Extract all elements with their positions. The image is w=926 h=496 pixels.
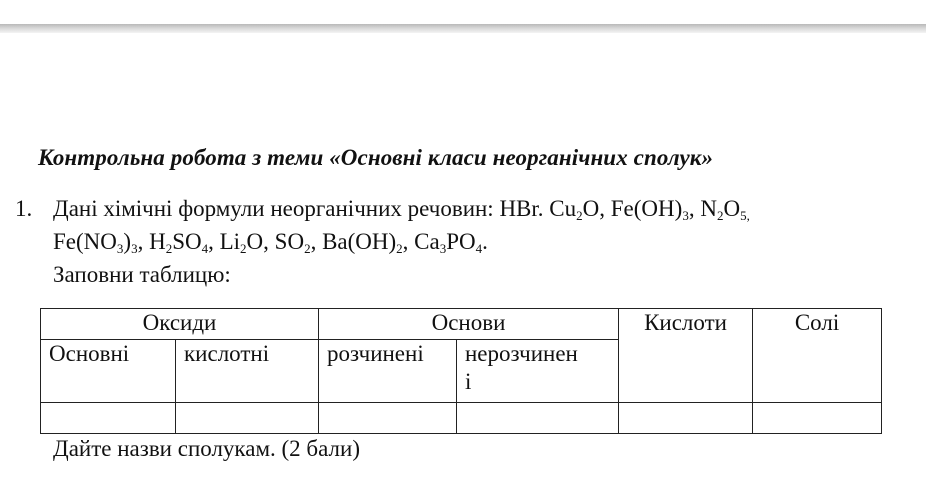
chemical-formula: $N_2O_{5,}$ bbox=[700, 196, 750, 223]
answer-cell-salts[interactable] bbox=[753, 403, 882, 434]
formula-separator: , bbox=[208, 229, 220, 254]
classification-table bbox=[40, 308, 882, 434]
formula-list-line-1 bbox=[549, 196, 750, 221]
worksheet-title: Контрольна робота з теми «Основні класи неорганічних сполук» bbox=[38, 145, 714, 170]
answer-cell-acids[interactable] bbox=[619, 403, 753, 434]
chemical-formula: $Ca_3PO_4$ bbox=[414, 229, 483, 256]
viewer-top-shadow bbox=[0, 24, 926, 33]
task-intro-text: Дані хімічні формули неорганічних речовин: HBr. bbox=[53, 196, 550, 221]
subheader-insoluble-bases bbox=[457, 340, 619, 403]
header-oxides: Оксиди bbox=[41, 309, 319, 340]
fill-instruction: Заповни таблицю: bbox=[53, 262, 231, 287]
subheader-acidic-oxides: кислотні bbox=[176, 340, 319, 403]
chemical-formula: $Fe(OH)_3$ bbox=[610, 196, 689, 223]
formula-list-line-2 bbox=[53, 229, 488, 254]
chemical-formula: $Li_2O$ bbox=[219, 229, 264, 256]
task-number: 1. bbox=[15, 196, 33, 221]
task-line-1 bbox=[53, 196, 750, 222]
answer-cell-basic-oxides[interactable] bbox=[41, 403, 176, 434]
answer-cell-soluble-bases[interactable] bbox=[319, 403, 457, 434]
answer-cell-acidic-oxides[interactable] bbox=[176, 403, 319, 434]
formula-separator: , bbox=[599, 196, 611, 221]
task-footer-instruction: Дайте назви сполукам. (2 бали) bbox=[53, 436, 360, 461]
header-salts: Солі bbox=[753, 309, 882, 403]
chemical-formula: $SO_2$ bbox=[274, 229, 311, 256]
formula-separator: . bbox=[482, 229, 488, 254]
viewer-top-band bbox=[0, 0, 926, 24]
insoluble-label-part-2: і bbox=[465, 369, 472, 394]
header-bases: Основи bbox=[319, 309, 619, 340]
chemical-formula: $H_2SO_4$ bbox=[149, 229, 209, 256]
header-acids: Кислоти bbox=[619, 309, 753, 403]
table-answer-row bbox=[41, 403, 882, 434]
table-header-row bbox=[41, 309, 882, 340]
subheader-soluble-bases: розчинені bbox=[319, 340, 457, 403]
insoluble-label-part-1: нерозчинен bbox=[465, 341, 578, 366]
formula-separator: , bbox=[402, 229, 415, 254]
chemical-formula: $Cu_2O$ bbox=[549, 196, 600, 223]
task-line-2 bbox=[53, 229, 488, 255]
answer-cell-insoluble-bases[interactable] bbox=[457, 403, 619, 434]
formula-separator: , bbox=[688, 196, 701, 221]
formula-separator: , bbox=[137, 229, 150, 254]
formula-separator: , bbox=[263, 229, 275, 254]
subheader-basic-oxides: Основні bbox=[41, 340, 176, 403]
formula-separator: , bbox=[310, 229, 323, 254]
chemical-formula: $Fe(NO_3)_3$ bbox=[53, 229, 138, 256]
chemical-formula: $Ba(OH)_2$ bbox=[322, 229, 403, 256]
